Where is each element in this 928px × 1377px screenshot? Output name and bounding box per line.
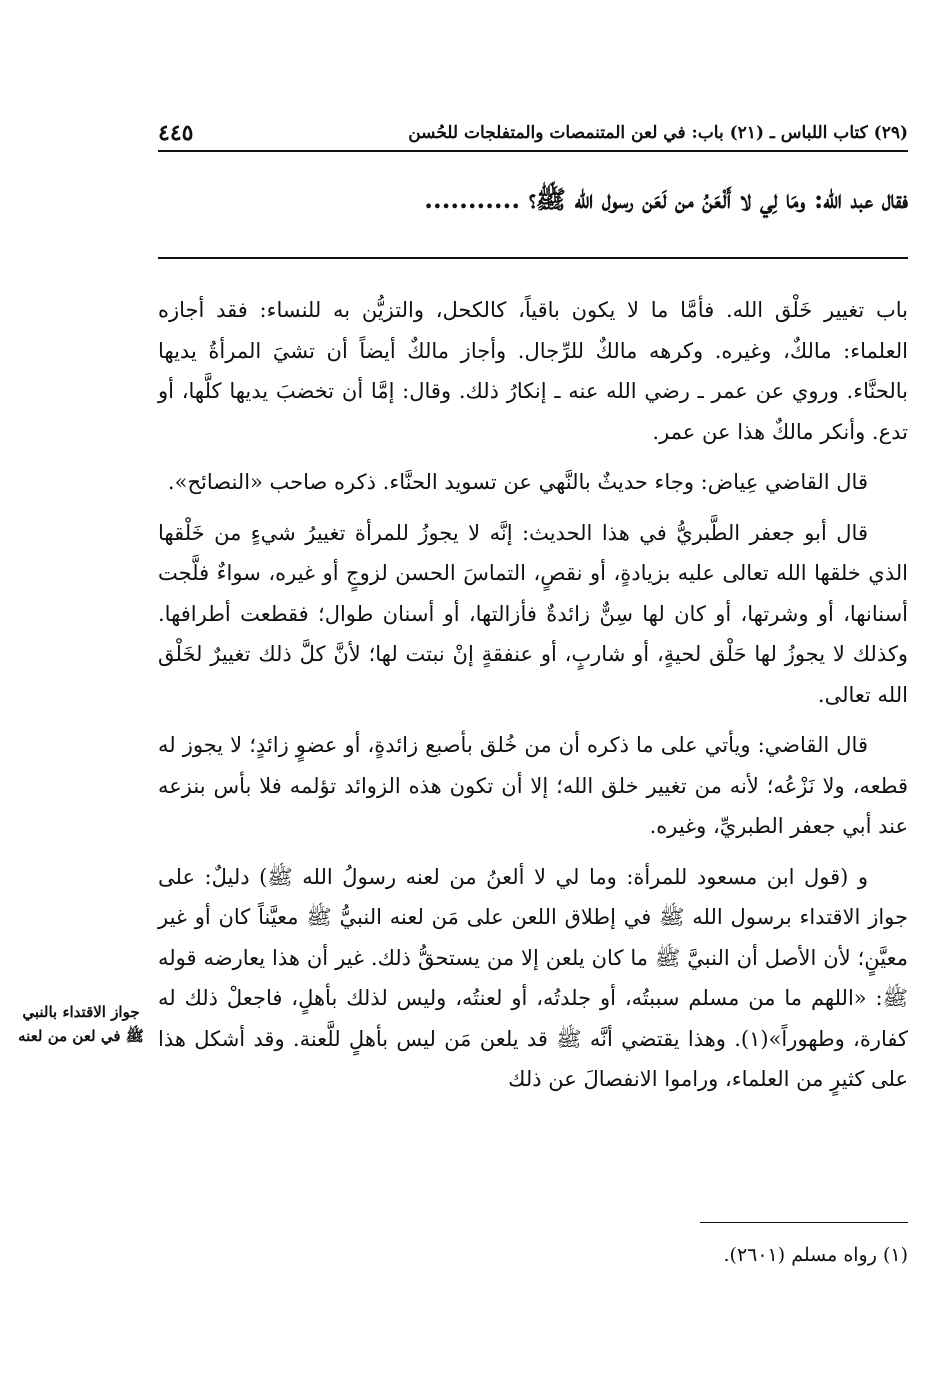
paragraph: باب تغيير خَلْق الله. فأمَّا ما لا يكون باقياً، كالكحل، والتزيُّن به للنساء: فقد أجازه العلماء: مالكٌ، وغيره. وكرهه مالكٌ للرِّجال. وأجاز مالكٌ أيضاً أن تشيَ المرأةُ يديها بالحنَّاء. وروي عن عمر ـ رضي الله عنه ـ إنكارُ ذلك. وقال: إمَّا أن تخضبَ يديها كلَّها، أو تدع. وأنكر مالكٌ هذا عن عمر. <box>158 298 908 444</box>
commentary-body <box>158 290 908 1110</box>
quote-text: فقال عبد الله: ومَا لِي لا أَلْعَنُ من لَعَن رسول الله ﷺ؟ <box>528 185 908 214</box>
paragraph: قال القاضي عِياض: وجاء حديثٌ بالنَّهي عن تسويد الحنَّاء. ذكره صاحب «النصائح». <box>167 470 868 494</box>
footnote: (١) رواه مسلم (٢٦٠١). <box>723 1244 908 1266</box>
section-rule <box>158 257 908 259</box>
header-rule <box>158 150 908 152</box>
paragraph: قال أبو جعفر الطَّبريُّ في هذا الحديث: إنَّه لا يجوزُ للمرأة تغييرُ شيءٍ من خَلْقها الذي خلقها الله تعالى عليه بزيادةٍ، أو نقصٍ، التماسَ الحسن لزوجٍ أو غيره، سواءٌ فلَّجت أسنانها، أو وشرتها، أو كان لها سِنٌّ زائدةٌ فأزالتها، أو أسنان طوال؛ فقطعت أطرافها. وكذلك لا يجوزُ لها حَلْق لحيةٍ، أو شاربٍ، أو عنفقةٍ إنْ نبتت لها؛ لأنَّ كلَّ ذلك تغييرٌ لخَلْق الله تعالى. <box>158 520 908 707</box>
page-number: ٤٤٥ <box>158 120 194 146</box>
running-title: (٢٩) كتاب اللباس ـ (٢١) باب: في لعن المتنمصات والمتفلجات للحُسن <box>408 123 908 143</box>
paragraph: و (قول ابن مسعود للمرأة: وما لي لا ألعنُ من لعنه رسولُ الله ﷺ) دليلٌ: على جواز الاقتداء برسول الله ﷺ في إطلاق اللعن على مَن لعنه النبيُّ ﷺ معيَّناً كان أو غير معيَّنٍ؛ لأن الأصل أن النبيَّ ﷺ ما كان يلعن إلا من يستحقُّ ذلك. غير أن هذا يعارضه قوله ﷺ: «اللهم ما من مسلم سببتُه، أو جلدتُه، أو لعنتُه، وليس لذلك بأهلٍ، فاجعلْ ذلك له كفارة، وطهوراً»(١). وهذا يقتضي أنَّه ﷺ قد يلعن مَن ليس بأهلٍ للَّعنة. وقد أشكل هذا على كثيرٍ من العلماء، وراموا الانفصالَ عن ذلك <box>158 864 908 1091</box>
paragraph: قال القاضي: ويأتي على ما ذكره أن من خُلق بأصبع زائدةٍ، أو عضوٍ زائدٍ؛ لا يجوز له قطعه، ولا نَزْعُه؛ لأنه من تغيير خلق الله؛ إلا أن تكون هذه الزوائد تؤلمه فلا بأس بنزعه عند أبي جعفر الطبريِّ، وغيره. <box>158 733 908 838</box>
margin-note: جواز الاقتداء بالنبي ﷺ في لعن من لعنه <box>18 1003 144 1045</box>
running-header <box>158 118 908 148</box>
footnote-rule <box>700 1222 908 1223</box>
hadith-quote <box>158 178 908 222</box>
quote-dots: ........... <box>424 185 521 214</box>
